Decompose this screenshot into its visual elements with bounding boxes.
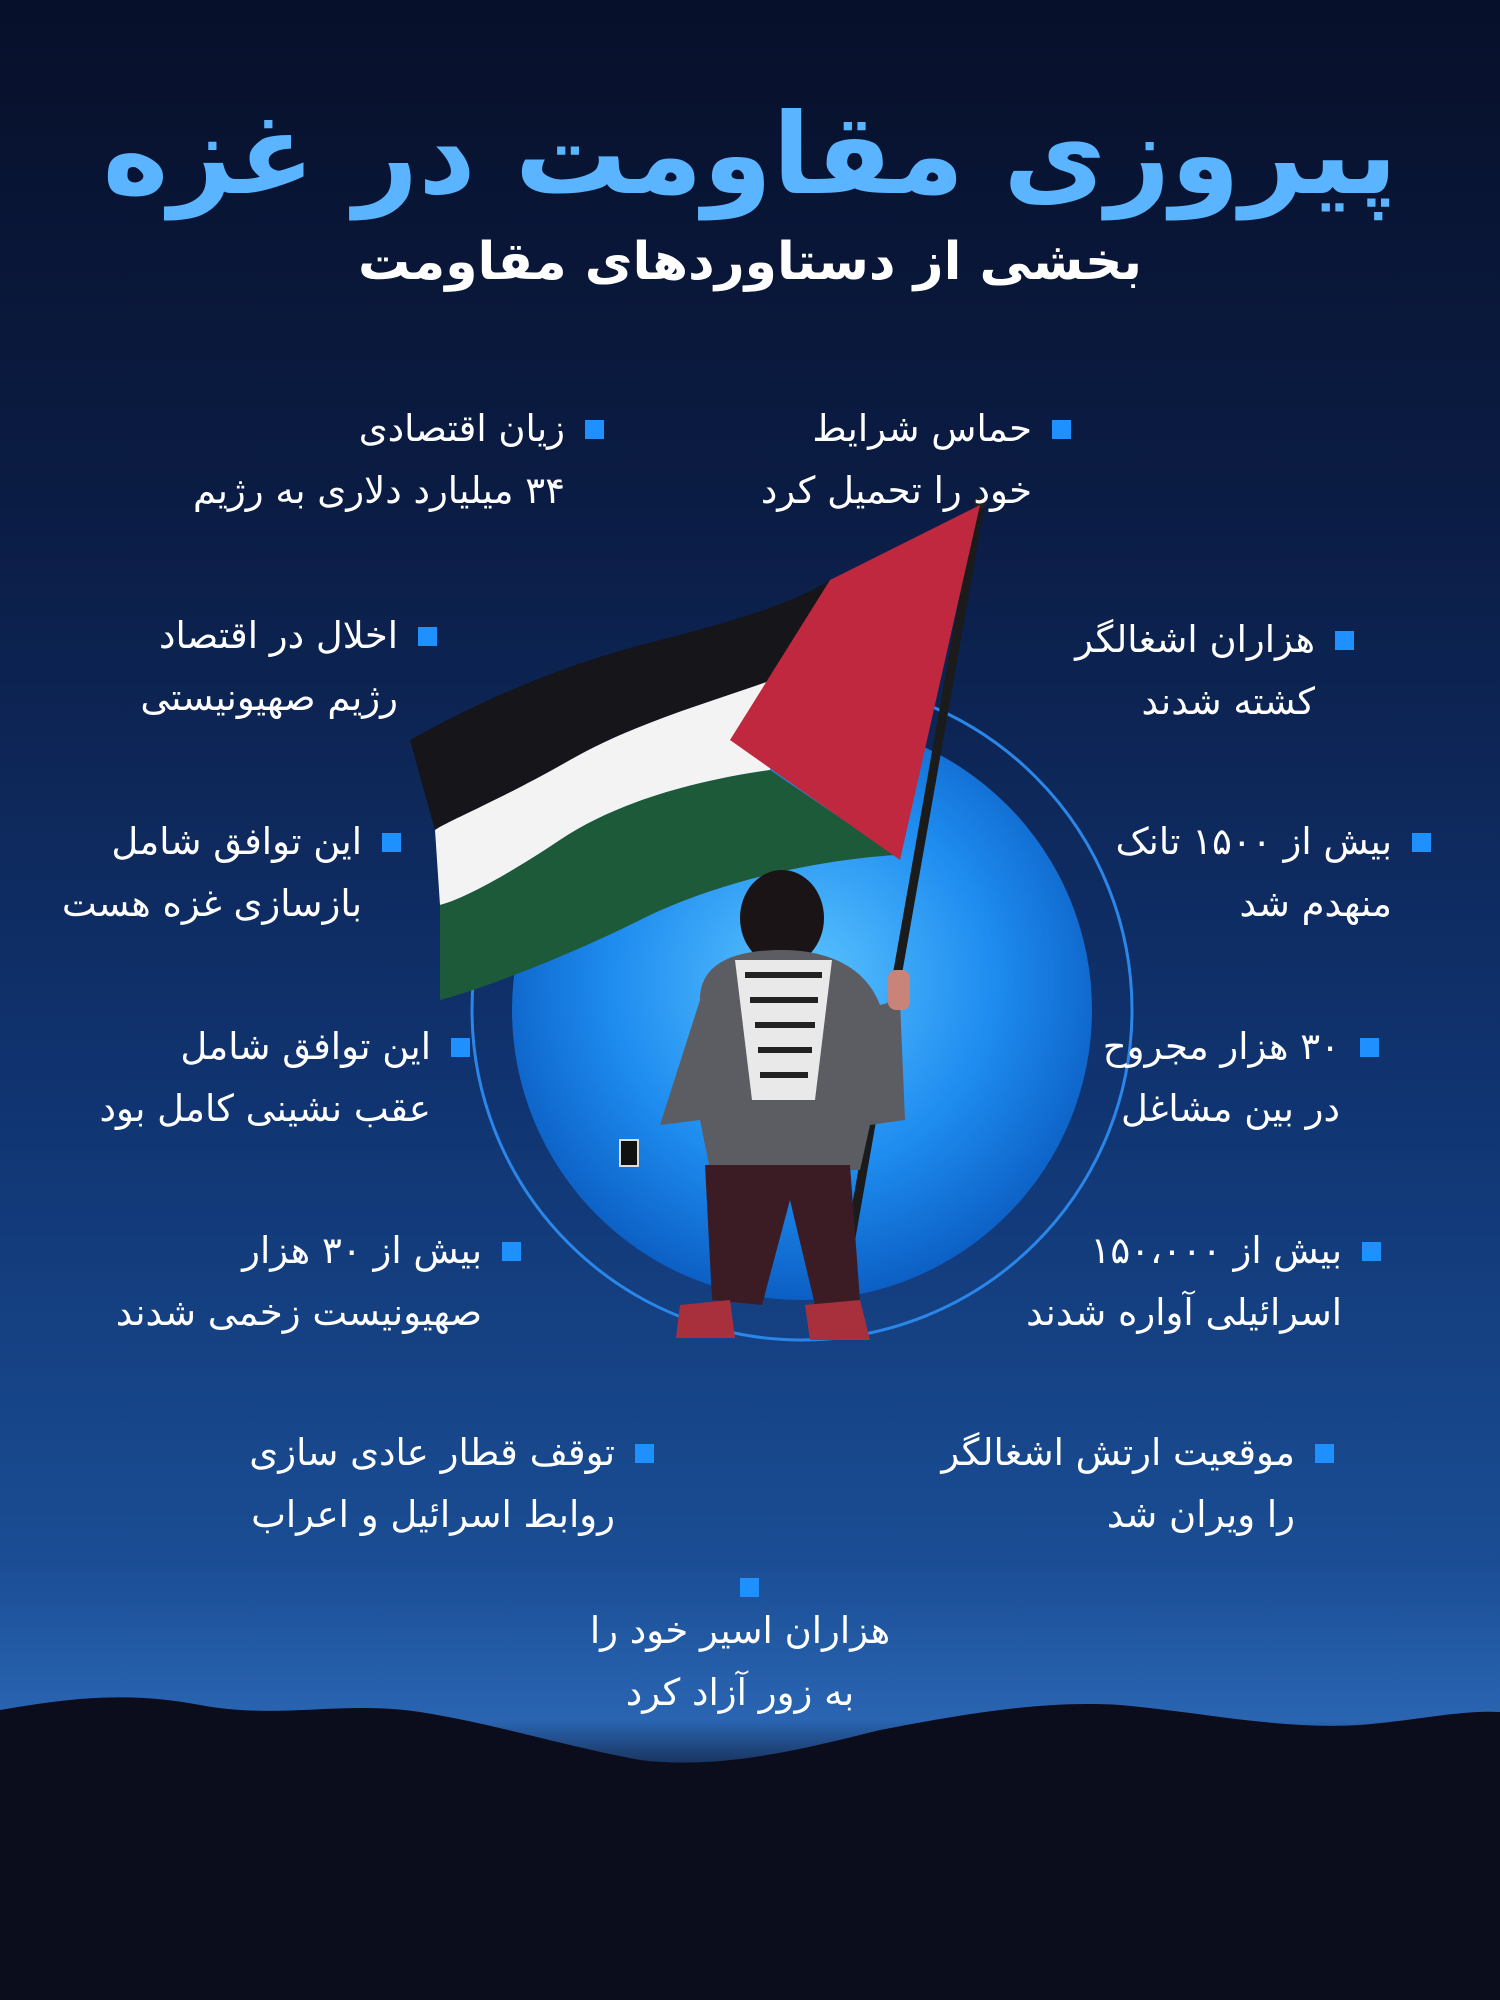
hills-silhouette (0, 1697, 1500, 2000)
bullet-icon (1362, 1242, 1381, 1261)
item-line1: بیش از ۱۵۰۰ تانک (1115, 820, 1392, 863)
list-item (140, 605, 398, 729)
item-line1: هزاران اشغالگر (1075, 618, 1315, 661)
bullet-icon (585, 420, 604, 439)
list-item (761, 398, 1032, 522)
bullet-icon (1360, 1038, 1379, 1057)
item-line2: خود را تحمیل کرد (760, 469, 1032, 512)
list-item (1103, 1016, 1340, 1140)
item-line1: حماس شرایط (812, 407, 1032, 450)
item-line2: منهدم شد (1239, 882, 1392, 925)
bullet-icon (1412, 833, 1431, 852)
item-line2: رژیم صهیونیستی (140, 676, 398, 719)
bullet-icon (502, 1242, 521, 1261)
bullet-icon (1315, 1444, 1334, 1463)
item-line2: اسرائیلی آواره شدند (1026, 1291, 1342, 1334)
item-line1: زیان اقتصادی (358, 407, 565, 450)
list-item (1115, 811, 1392, 935)
item-line2: بازسازی غزه هست (61, 882, 362, 925)
bullet-icon (635, 1444, 654, 1463)
list-item (62, 811, 362, 935)
item-line2: به زور آزاد کرد (625, 1671, 855, 1714)
item-line1: این توافق شامل (111, 820, 362, 863)
bullet-icon (1335, 631, 1354, 650)
item-line2: در بین مشاغل (1121, 1087, 1340, 1130)
page-title: پیروزی مقاومت در غزه (102, 90, 1398, 220)
bullet-icon (1052, 420, 1071, 439)
list-item (560, 1600, 920, 1724)
item-line1: بیش از ۱۵۰،۰۰۰ (1090, 1229, 1342, 1272)
item-line1: توقف قطار عادی سازی (249, 1431, 615, 1474)
item-line1: بیش از ۳۰ هزار (242, 1229, 482, 1272)
bullet-icon (382, 833, 401, 852)
list-item (941, 1422, 1295, 1546)
item-line1: ۳۰ هزار مجروح (1102, 1025, 1340, 1068)
item-line1: موقعیت ارتش اشغالگر (941, 1431, 1295, 1474)
bullet-icon (451, 1038, 470, 1057)
item-line2: روابط اسرائیل و اعراب (251, 1493, 615, 1536)
list-item (1075, 609, 1315, 733)
item-line2: کشته شدند (1141, 680, 1315, 723)
list-item (249, 1422, 615, 1546)
item-line2: صهیونیست زخمی شدند (115, 1291, 482, 1334)
item-line1: اخلال در اقتصاد (159, 614, 398, 657)
item-line1: این توافق شامل (180, 1025, 431, 1068)
page-subtitle: بخشی از دستاوردهای مقاومت (357, 232, 1143, 292)
bullet-icon (418, 627, 437, 646)
list-item (116, 1220, 482, 1344)
item-line1: هزاران اسیر خود را (589, 1609, 891, 1652)
bullet-icon (740, 1578, 759, 1597)
list-item (99, 1016, 431, 1140)
item-line2: عقب نشینی کامل بود (99, 1087, 431, 1130)
item-line2: را ویران شد (1106, 1493, 1295, 1536)
list-item (193, 398, 565, 522)
list-item (1026, 1220, 1342, 1344)
item-line2: ۳۴ میلیارد دلاری به رژیم (192, 469, 565, 512)
